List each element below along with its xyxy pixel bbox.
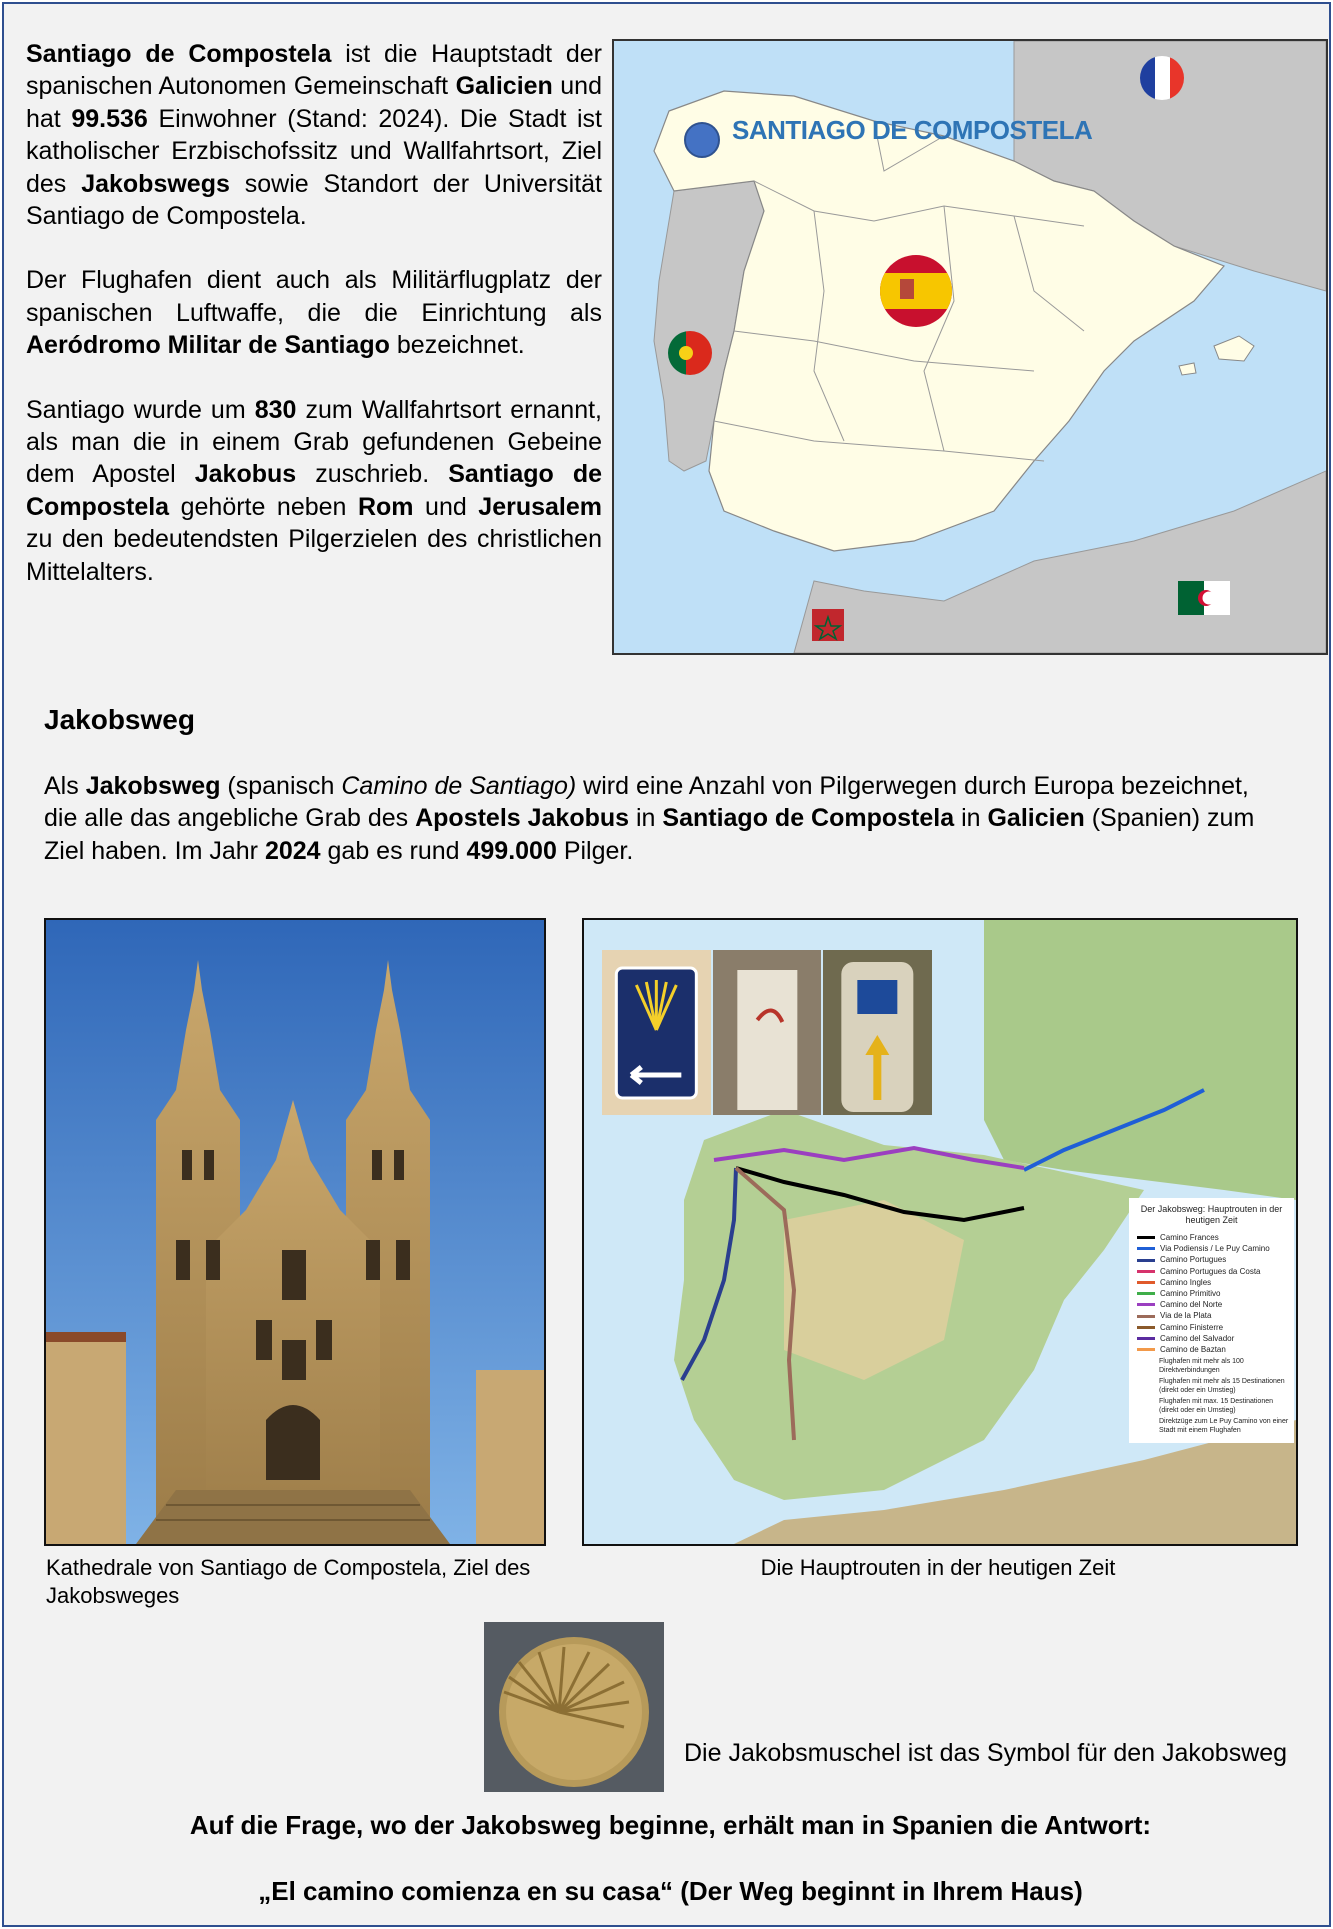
- legend-label: Camino del Norte: [1160, 1300, 1223, 1310]
- legend-swatch: [1137, 1348, 1155, 1351]
- quote-line-2: „El camino comienza en su casa“ (Der Weg beginnt in Ihrem Haus): [258, 1876, 1083, 1906]
- legend-swatch: [1137, 1236, 1155, 1239]
- legend-item: [1129, 1322, 1294, 1333]
- bold-text: Jerusalem: [478, 492, 602, 521]
- bold-text: Aeródromo Militar de Santiago: [26, 331, 390, 360]
- italic-text: Camino de Santiago): [341, 772, 577, 800]
- text: und hat: [26, 72, 602, 133]
- text: Einwohner (Stand: 2024). Die Stadt ist katholischer Erzbischofssitz und Wallfahrtsort, Ziel des: [26, 104, 602, 198]
- text: (Spanien) zum Ziel haben. Im Jahr: [44, 804, 1255, 865]
- legend-swatch: [1137, 1315, 1155, 1318]
- text: zuschrieb.: [296, 460, 449, 489]
- text: zu den bedeutendsten Pilgerzielen des christlichen Mittelalters.: [26, 525, 602, 586]
- santiago-marker: [685, 123, 719, 157]
- text: Als: [44, 772, 86, 800]
- legend-label: Camino Frances: [1160, 1233, 1219, 1242]
- bold-text: Rom: [357, 492, 414, 521]
- legend-item: [1129, 1333, 1294, 1344]
- legend-notes: [1129, 1357, 1294, 1435]
- intro-paragraph-2: [26, 264, 602, 361]
- cathedral-photo: [44, 918, 546, 1546]
- legend-label: Camino Portugues da Costa: [1160, 1266, 1261, 1276]
- morocco-flag-icon: [812, 609, 844, 641]
- bold-text: Jakobswegs: [81, 169, 230, 198]
- text: bezeichnet.: [389, 331, 525, 360]
- bold-text: Santiago de Compostela: [26, 460, 603, 521]
- spain-map: [612, 39, 1328, 655]
- legend-rows: [1129, 1232, 1294, 1355]
- routes-caption: Die Hauptrouten in der heutigen Zeit: [760, 1555, 1116, 1580]
- legend-swatch: [1137, 1326, 1155, 1329]
- scallop-shell-photo: [484, 1622, 664, 1792]
- section-heading: Jakobsweg: [44, 704, 195, 735]
- text: zum Wallfahrtsort ernannt, als man die in einem Grab gefundenen Gebeine dem Apostel: [26, 395, 602, 489]
- legend-note: Flughafen mit max. 15 Destinationen (direkt oder ein Umstieg): [1159, 1398, 1274, 1415]
- text: Der Flughafen dient auch als Militärflugplatz der spanischen Luftwaffe, die die Einrichtung als: [26, 266, 602, 327]
- intro-text: [26, 38, 602, 620]
- legend-label: Camino Portugues: [1160, 1255, 1227, 1265]
- legend-item: [1129, 1243, 1294, 1254]
- bold-text: Galicien: [987, 804, 1085, 833]
- text: ist die Hauptstadt der spanischen Autonomen Gemeinschaft: [26, 40, 602, 101]
- legend-title: Der Jakobsweg: Hauptrouten in der heutigen Zeit: [1140, 1204, 1283, 1225]
- bold-text: 99.536: [71, 104, 148, 133]
- legend-item: [1129, 1277, 1294, 1288]
- algeria-flag-icon: [1178, 581, 1230, 615]
- legend-swatch: [1137, 1337, 1155, 1340]
- legend-item: [1129, 1266, 1294, 1277]
- legend-swatch: [1137, 1259, 1155, 1262]
- bold-text: 830: [254, 395, 297, 424]
- bold-text: Apostels Jakobus: [415, 804, 630, 833]
- text: Santiago wurde um: [26, 395, 255, 424]
- text: wird eine Anzahl von Pilgerwegen durch Europa bezeichnet, die alle das angebliche Grab des: [44, 772, 1249, 833]
- bold-text: 2024: [264, 836, 321, 865]
- text: in: [629, 804, 663, 833]
- legend-swatch: [1137, 1247, 1155, 1250]
- sign-photo-1: [602, 950, 711, 1115]
- legend-label: Camino de Baztan: [1160, 1345, 1226, 1355]
- portugal-flag-icon: [668, 331, 712, 375]
- bold-text: Santiago de Compostela: [662, 804, 955, 833]
- legend-item: [1129, 1232, 1294, 1243]
- legend-item: [1129, 1299, 1294, 1310]
- text: und: [413, 492, 479, 521]
- legend-label: Camino del Salvador: [1160, 1333, 1235, 1343]
- bold-text: 499.000: [466, 836, 557, 865]
- sign-photo-3: [823, 950, 932, 1115]
- legend-note: Flughafen mit mehr als 100 Direktverbindungen: [1159, 1358, 1244, 1375]
- text: Pilger.: [556, 836, 634, 865]
- page-frame: [2, 2, 1331, 1927]
- legend-note: Flughafen mit mehr als 15 Destinationen (direkt oder ein Umstieg): [1159, 1378, 1285, 1395]
- legend-label: Camino Primitivo: [1160, 1289, 1221, 1299]
- text: sowie Standort der Universität Santiago de Compostela.: [26, 169, 602, 231]
- legend-item: [1129, 1310, 1294, 1321]
- legend-item: [1129, 1344, 1294, 1355]
- legend-swatch: [1137, 1281, 1155, 1284]
- bold-text: Jakobsweg: [85, 772, 221, 800]
- intro-paragraph-3: [26, 394, 602, 588]
- legend-swatch: [1137, 1303, 1155, 1306]
- legend-item: [1129, 1288, 1294, 1299]
- bold-text: Santiago de Compostela: [26, 40, 332, 68]
- sign-photo-2: [713, 950, 822, 1115]
- text: in: [954, 804, 988, 833]
- spain-flag-icon: [880, 255, 952, 327]
- photo-caption: Kathedrale von Santiago de Compostela, Ziel des Jakobsweges: [46, 1555, 531, 1608]
- legend-label: Via de la Plata: [1160, 1311, 1212, 1321]
- intro-paragraph-1: [26, 38, 602, 232]
- legend-label: Via Podiensis / Le Puy Camino: [1160, 1244, 1270, 1254]
- sign-photos: [602, 950, 932, 1115]
- legend-item: [1129, 1254, 1294, 1265]
- map-label: SANTIAGO DE COMPOSTELA: [732, 115, 1093, 145]
- quote-line-1: Auf die Frage, wo der Jakobsweg beginne, erhält man in Spanien die Antwort:: [189, 1810, 1152, 1840]
- section-paragraph: [44, 770, 1264, 867]
- text: gehörte neben: [169, 492, 358, 521]
- legend-label: Camino Finisterre: [1160, 1322, 1224, 1332]
- cathedral-illustration: [46, 920, 544, 1544]
- shell-caption: Die Jakobsmuschel ist das Symbol für den Jakobsweg: [684, 1739, 1288, 1767]
- routes-legend: [1129, 1198, 1294, 1443]
- bold-text: Galicien: [455, 72, 553, 101]
- legend-note: Direktzüge zum Le Puy Camino von einer Stadt mit einem Flughafen: [1159, 1418, 1289, 1435]
- routes-map: [582, 918, 1298, 1546]
- legend-label: Camino Ingles: [1160, 1277, 1212, 1287]
- legend-swatch: [1137, 1292, 1155, 1295]
- text: (spanisch: [220, 772, 342, 800]
- text: gab es rund: [320, 836, 467, 865]
- bold-text: Jakobus: [194, 460, 297, 489]
- legend-swatch: [1137, 1270, 1155, 1273]
